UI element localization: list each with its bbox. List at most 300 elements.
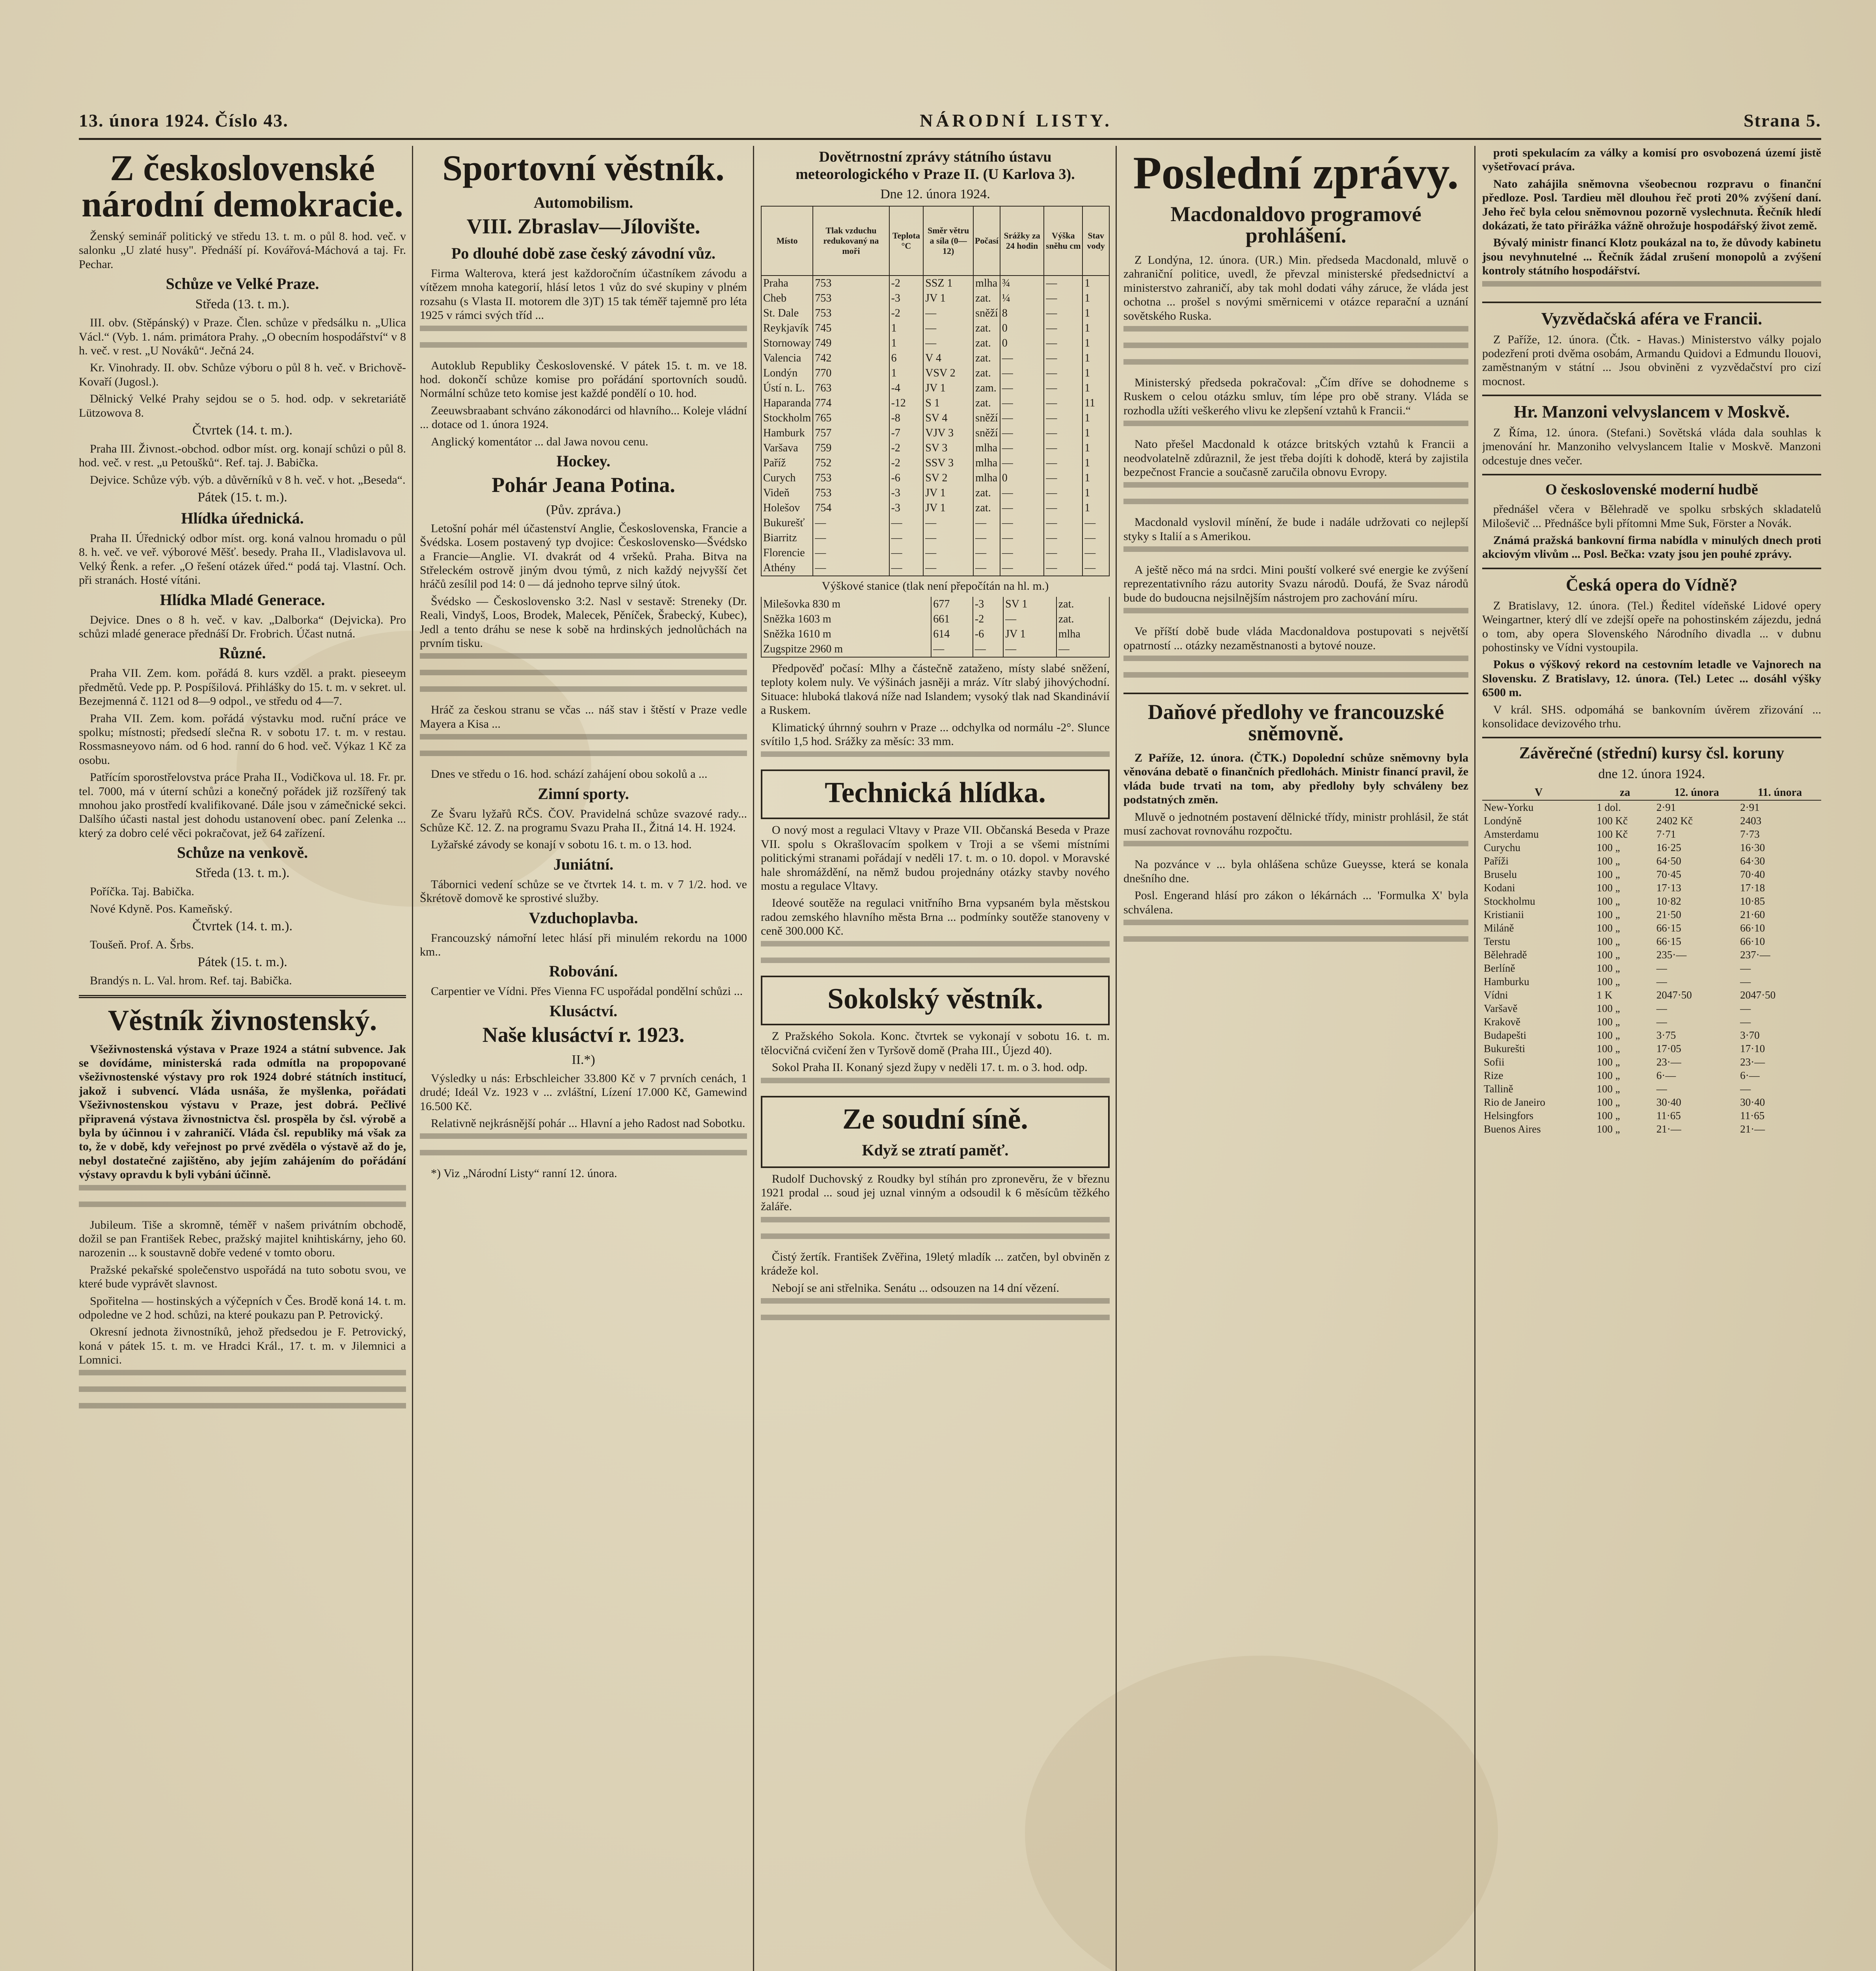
weather-cell: Reykjavík — [761, 321, 813, 336]
weather-row — [761, 516, 1109, 531]
exchange-rate-cell: 7·71 — [1656, 828, 1676, 840]
weather-cell: -3 — [889, 291, 924, 306]
exchange-rate-row — [1482, 1042, 1821, 1055]
weather-row — [761, 291, 1109, 306]
weather-cell: 1 — [1082, 471, 1109, 486]
exchange-rate-cell: 237·— — [1740, 948, 1770, 961]
weather-cell: — — [1044, 381, 1082, 396]
day-heading: Pátek (15. t. m.). — [197, 955, 287, 970]
exchange-rate-row — [1482, 868, 1821, 881]
exchange-rate-cell: Bruselu — [1484, 868, 1517, 880]
exchange-rate-cell: Vídni — [1484, 989, 1508, 1001]
weather-cell: — — [1082, 561, 1109, 576]
weather-cell: sněží — [973, 411, 1000, 426]
weather-cell: — — [923, 546, 973, 561]
weather-cell: SSZ 1 — [923, 276, 973, 291]
weather-cell: — — [973, 561, 1000, 576]
weather-cell: -2 — [889, 456, 924, 471]
weather-cell: 1 — [1082, 321, 1109, 336]
illegible-text — [1123, 841, 1468, 855]
exchange-rate-cell: 70·45 — [1656, 868, 1681, 880]
article-text: Macdonald vyslovil mínění, že bude i nadále udržovati co nejlepší styky s Italií a s Amerikou. — [1123, 516, 1468, 543]
weather-cell: SV 3 — [923, 441, 973, 456]
weather-row — [761, 351, 1109, 366]
high-station-cell: mlha — [1056, 627, 1109, 642]
weather-cell: — — [1082, 546, 1109, 561]
weather-cell: zat. — [973, 486, 1000, 501]
subheading-note: (Pův. zpráva.) — [546, 502, 621, 517]
weather-cell: 0 — [1000, 471, 1044, 486]
article-text: Nato zahájila sněmovna všeobecnou rozpravu o finanční předloze. Posl. Tardieu měl dlouhou řeč proti 20% zvýšení daní. Jeho řeč byla celou sněmovnou pozorně vyslechnuta. Řečník hledí dokázati, že tato přirážka vážně ohrožuje hospodářský život země. — [1482, 177, 1821, 232]
article-text: O nový most a regulaci Vltavy v Praze VII. Občanská Beseda v Praze VII. spolu s Okrašlovacím spolkem v Troji a se všemi místními politickými stranami pořádají v neděli 17. t. m. o 10. dopol. v Moravské hale shromáždění, na němž budou projednány otázky stavby nového mostu a regulace Vltavy. — [761, 823, 1110, 892]
section-divider — [1482, 474, 1821, 479]
exchange-rate-cell: 235·— — [1656, 948, 1687, 961]
weather-cell: -12 — [889, 396, 924, 411]
weather-header-cell: Místo — [761, 206, 813, 276]
exchange-rate-header-cell: za — [1595, 786, 1655, 800]
illegible-text — [761, 1298, 1110, 1312]
exchange-rate-cell: 100 „ — [1597, 1002, 1620, 1014]
article-text: Jubileum. Tiše a skromně, téměř v našem privátním obchodě, dožil se pan František Rebec, pražský majitel knihtiskárny, jeho 60. narozenin ... k soustavně dobře vedené v tomto oboru. — [79, 1218, 406, 1259]
weather-cell: JV 1 — [923, 486, 973, 501]
article-text: Rudolf Duchovský z Roudky byl stíhán pro zpronevěru, že v březnu 1921 prodal ... soud jej uznal vinným a odsoudil k 6 měsícům těžkého žaláře. — [761, 1172, 1110, 1213]
section-title: Z československé národní demokracie. — [81, 148, 404, 224]
weather-cell: 1 — [1082, 306, 1109, 321]
weather-cell: — — [1000, 486, 1044, 501]
weather-cell: — — [813, 561, 889, 576]
article-text: III. obv. (Stěpánský) v Praze. Člen. schůze v předsálku n. „Ulica Václ.“ (Vyb. 1. nám. primátora Prahy. „O obecním hospodářství“ v 8 h. več. v rest. „U Nováků“. Ječná 24. — [79, 316, 406, 357]
article-text: Autoklub Republiky Československé. V pátek 15. t. m. ve 18. hod. dokončí schůze komise pro pořádání sportovních soudů. Normální schůze teto komise jest každé pondělí o 10. hod. — [420, 359, 747, 400]
weather-row — [761, 486, 1109, 501]
weather-row — [761, 531, 1109, 546]
exchange-rate-row — [1482, 827, 1821, 841]
weather-cell: 765 — [813, 411, 889, 426]
article-text: Relativně nejkrásnější pohár ... Hlavní a jeho Radost nad Sobotku. — [431, 1116, 745, 1130]
day-heading: Středa (13. t. m.). — [195, 297, 290, 312]
illegible-text — [420, 1150, 747, 1164]
headline: Daňové předlohy ve francouzské sněmovně. — [1148, 700, 1444, 745]
illegible-text — [79, 1370, 406, 1384]
exchange-rate-row — [1482, 908, 1821, 921]
weather-cell: — — [1044, 396, 1082, 411]
article-text: Švédsko — Československo 3:2. Nasl v sestavě: Streneky (Dr. Reali, Vindyš, Loos, Brodek, Malecek, Pěníček, Šrabecký, Kubec), Jedl a tento dráhu se nese k sobě na hrdinských jednolůchách na prvním tisku. — [420, 594, 747, 650]
weather-cell: — — [973, 546, 1000, 561]
weather-cell: JV 1 — [923, 501, 973, 516]
high-station-cell: Milešovka 830 m — [761, 597, 931, 612]
exchange-rate-row — [1482, 1122, 1821, 1136]
exchange-rate-cell: Helsingfors — [1484, 1109, 1533, 1121]
exchange-rate-cell: 17·05 — [1656, 1042, 1681, 1054]
article-text: Ze Švaru lyžařů RČS. ČOV. Pravidelná schůze svazové rady... Schůze Kč. 12. Z. na programu Svazu Praha II., Žitná 14. H. 1924. — [420, 807, 747, 834]
exchange-rate-cell: 2·91 — [1656, 801, 1676, 813]
high-station-row — [761, 597, 1109, 612]
exchange-rate-cell: 100 „ — [1597, 948, 1620, 961]
weather-cell: 745 — [813, 321, 889, 336]
article-text: Ministerský předseda pokračoval: „Čím dříve se dohodneme s Ruskem o celou otázku smluv, tím lépe pro obě strany. Vláda se rozhodla užíti veškerého vlivu ke zlepšení vztahů k Francii.“ — [1123, 376, 1468, 417]
weather-row — [761, 366, 1109, 381]
issue-date: 13. února 1924. Číslo 43. — [79, 110, 289, 130]
subheading: Vzduchoplavba. — [529, 909, 638, 927]
exchange-rate-cell: 30·40 — [1656, 1096, 1681, 1108]
weather-cell: mlha — [973, 276, 1000, 291]
weather-cell: — — [1044, 426, 1082, 441]
exchange-rate-cell: 2403 — [1740, 814, 1762, 827]
exchange-rate-cell: 3·75 — [1656, 1029, 1676, 1041]
exchange-rate-cell: Londýně — [1484, 814, 1522, 827]
weather-cell: 753 — [813, 276, 889, 291]
article-text: Poříčka. Taj. Babička. — [90, 885, 194, 898]
weather-row — [761, 321, 1109, 336]
exchange-rate-cell: 16·25 — [1656, 841, 1681, 853]
weather-cell: 1 — [1082, 291, 1109, 306]
weather-cell: — — [813, 531, 889, 546]
illegible-text — [1123, 326, 1468, 340]
illegible-text — [420, 1133, 747, 1148]
exchange-rate-cell: 100 „ — [1597, 1096, 1620, 1108]
exchange-rate-cell: 100 „ — [1597, 1056, 1620, 1068]
exchange-rate-cell: 1 K — [1597, 989, 1613, 1001]
column-news-rates — [1482, 146, 1821, 1971]
article-text: Pokus o výškový rekord na cestovním letadle ve Vajnorech na Slovensku. Z Bratislavy, 12. února. (Tel.) Letec ... dosáhl výšky 6500 m. — [1482, 658, 1821, 699]
exchange-rate-cell: — — [1656, 1015, 1667, 1028]
exchange-rate-cell: 21·50 — [1656, 908, 1681, 920]
article-text: Z Paříže, 12. února. (ČTK.) Dopolední schůze sněmovny byla věnována debatě o finančních předlohách. Ministr financí pravil, že vláda bude trvati na tom, aby předlohy byly schváleny bez podstatných změn. — [1123, 751, 1468, 807]
exchange-rate-cell: Kodani — [1484, 881, 1515, 894]
weather-cell: — — [1044, 441, 1082, 456]
article-text: Známá pražská bankovní firma nabídla v minulých dnech proti akciovým vlivům ... Posl. Bečka: vzaty jsou jen pouhé zprávy. — [1482, 534, 1821, 561]
article-text: Na pozvánce v ... byla ohlášena schůze Gueysse, která se konala dnešního dne. — [1123, 858, 1468, 885]
exchange-rate-cell: 100 „ — [1597, 1042, 1620, 1054]
footnote: *) Viz „Národní Listy“ ranní 12. února. — [431, 1167, 617, 1180]
weather-cell: Varšava — [761, 441, 813, 456]
exchange-rate-cell: 100 „ — [1597, 922, 1620, 934]
exchange-rate-cell: — — [1656, 975, 1667, 987]
subheading: VIII. Zbraslav—Jílovište. — [466, 214, 700, 238]
weather-row — [761, 546, 1109, 561]
weather-cell: — — [813, 546, 889, 561]
exchange-rate-row — [1482, 935, 1821, 948]
illegible-text — [420, 686, 747, 700]
subheading: Robování. — [549, 962, 618, 980]
exchange-rate-cell: Kristianii — [1484, 908, 1524, 920]
weather-cell: 757 — [813, 426, 889, 441]
exchange-rate-cell: Bukurešti — [1484, 1042, 1525, 1054]
exchange-rate-cell: 100 „ — [1597, 841, 1620, 853]
column-weather-tech — [761, 146, 1110, 1971]
weather-cell: — — [1000, 411, 1044, 426]
exchange-rate-cell: 23·— — [1656, 1056, 1681, 1068]
high-station-cell: 677 — [931, 597, 973, 612]
weather-cell: 1 — [1082, 336, 1109, 351]
subheading: Naše klusáctví r. 1923. — [482, 1023, 685, 1047]
weather-cell: 753 — [813, 291, 889, 306]
exchange-rate-cell: Terstu — [1484, 935, 1511, 947]
article-text: Carpentier ve Vídni. Přes Vienna FC uspořádal pondělní schůzi ... — [431, 985, 743, 998]
weather-cell: — — [1082, 531, 1109, 546]
high-station-row — [761, 612, 1109, 627]
illegible-text — [1482, 281, 1821, 295]
illegible-text — [1123, 359, 1468, 373]
illegible-text — [761, 1233, 1110, 1248]
high-station-row — [761, 642, 1109, 657]
rates-title: Závěrečné (střední) kursy čsl. koruny — [1519, 744, 1785, 763]
page-number: Strana 5. — [1744, 110, 1821, 130]
exchange-rate-cell: 11·65 — [1740, 1109, 1765, 1121]
weather-cell: Ústí n. L. — [761, 381, 813, 396]
exchange-rate-row — [1482, 814, 1821, 827]
section-divider — [1482, 737, 1821, 741]
exchange-rate-row — [1482, 800, 1821, 814]
high-station-row — [761, 627, 1109, 642]
section-divider — [1482, 302, 1821, 306]
exchange-rate-cell: 3·70 — [1740, 1029, 1760, 1041]
weather-cell: 1 — [1082, 411, 1109, 426]
section-divider — [1482, 568, 1821, 572]
weather-row — [761, 456, 1109, 471]
illegible-text — [1123, 499, 1468, 513]
exchange-rate-cell: 66·10 — [1740, 935, 1765, 947]
subheading: Klusáctví. — [549, 1002, 618, 1020]
exchange-rate-cell: 6·— — [1740, 1069, 1760, 1081]
weather-cell: Paříž — [761, 456, 813, 471]
subheading-note: II.*) — [572, 1052, 595, 1067]
weather-cell: 1 — [889, 336, 924, 351]
weather-cell: -8 — [889, 411, 924, 426]
weather-cell: SV 2 — [923, 471, 973, 486]
illegible-text — [420, 342, 747, 356]
day-heading: Středa (13. t. m.). — [195, 866, 290, 881]
exchange-rate-row — [1482, 975, 1821, 988]
column-latest-news — [1123, 146, 1468, 1971]
article-text: Anglický komentátor ... dal Jawa novou cenu. — [431, 435, 648, 448]
weather-cell: 752 — [813, 456, 889, 471]
high-station-cell: -3 — [973, 597, 1003, 612]
sokol-section — [761, 976, 1110, 1025]
illegible-text — [79, 1386, 406, 1401]
weather-cell: Hamburk — [761, 426, 813, 441]
weather-cell: 754 — [813, 501, 889, 516]
article-text: Firma Walterova, která jest každoročním účastníkem závodu a vítězem mnoha kategorií, hlásí letos 1 vůz do své skupiny v plném rozsahu (s Vlasta II. motorem dle 3)T) 15 tak téměř tajemně pro léta 1925 v rámci svých tříd ... — [420, 267, 747, 322]
weather-cell: 1 — [1082, 501, 1109, 516]
exchange-rate-cell: Curychu — [1484, 841, 1520, 853]
weather-cell: — — [923, 306, 973, 321]
high-station-cell: zat. — [1056, 597, 1109, 612]
weather-cell: -2 — [889, 306, 924, 321]
subheading: Schůze na venkově. — [177, 844, 308, 862]
article-text: Z Říma, 12. února. (Stefani.) Sovětská vláda dala souhlas k jmenování hr. Manzoniho velvyslancem Italie v Moskvě. Manzoni odcestuje dnes večer. — [1482, 426, 1821, 467]
exchange-rate-cell: 100 „ — [1597, 962, 1620, 974]
weather-cell: Florencie — [761, 546, 813, 561]
headline: O československé moderní hudbě — [1545, 481, 1758, 498]
weather-cell: — — [813, 516, 889, 531]
article-text: Posl. Engerand hlásí pro zákon o lékárnách ... 'Formulka X' byla schválena. — [1123, 889, 1468, 916]
weather-cell: 1 — [1082, 276, 1109, 291]
weather-row — [761, 471, 1109, 486]
weather-header-cell: Srážky za 24 hodin — [1000, 206, 1044, 276]
exchange-rate-cell: — — [1656, 962, 1667, 974]
weather-cell: 759 — [813, 441, 889, 456]
illegible-text — [79, 1185, 406, 1199]
weather-cell: — — [1000, 351, 1044, 366]
exchange-rate-cell: 66·15 — [1656, 922, 1681, 934]
exchange-rate-cell: Stockholmu — [1484, 895, 1535, 907]
weather-cell: — — [1000, 366, 1044, 381]
weather-cell: Videň — [761, 486, 813, 501]
weather-cell: 774 — [813, 396, 889, 411]
weather-cell: — — [889, 561, 924, 576]
exchange-rate-cell: 10·85 — [1740, 895, 1765, 907]
exchange-rate-cell: 17·13 — [1656, 881, 1681, 894]
high-stations-title: Výškové stanice (tlak není přepočítán na hl. m.) — [822, 579, 1049, 592]
exchange-rate-cell: Sofii — [1484, 1056, 1505, 1068]
article-text: Z Bratislavy, 12. února. (Tel.) Ředitel vídeňské Lidové opery Weingartner, který dlí ve zdejší opeře na pohostinském zájezdu, jedná o tom, aby opera Slovenského Národního divadla ... v dubnu pohostinsky ve Vídni vystoupila. — [1482, 599, 1821, 654]
weather-cell: zat. — [973, 396, 1000, 411]
article-text: Nato přešel Macdonald k otázce britských vztahů k Francii a neodvolatelně zdůraznil, že jest třeba dojíti k dohodě, která by zajistila bezpečnost Francie a současně zaručila obnovu Evropy. — [1123, 438, 1468, 479]
section-title: Technická hlídka. — [825, 777, 1046, 809]
weather-row — [761, 276, 1109, 291]
article-text: Kr. Vinohrady. II. obv. Schůze výboru o půl 8 h. več. v Brichově-Kovaří (Jugosl.). — [79, 361, 406, 388]
exchange-rate-cell: 100 „ — [1597, 908, 1620, 920]
weather-cell: 1 — [1082, 441, 1109, 456]
illegible-text — [1123, 343, 1468, 357]
exchange-rate-cell: 16·30 — [1740, 841, 1765, 853]
exchange-rate-cell: 100 „ — [1597, 855, 1620, 867]
weather-cell: 8 — [1000, 306, 1044, 321]
weather-cell: Valencia — [761, 351, 813, 366]
weather-row — [761, 411, 1109, 426]
article-text: proti spekulacím za války a komisí pro osvobozená území jistě vyšetřovací práva. — [1482, 146, 1821, 173]
weather-row — [761, 501, 1109, 516]
exchange-rate-row — [1482, 988, 1821, 1002]
weather-row — [761, 336, 1109, 351]
illegible-text — [1123, 546, 1468, 561]
exchange-rate-cell: 17·10 — [1740, 1042, 1765, 1054]
weather-cell: 1 — [889, 366, 924, 381]
exchange-rate-cell: Varšavě — [1484, 1002, 1518, 1014]
column-rule — [412, 146, 413, 1971]
weather-header-cell: Počasí — [973, 206, 1000, 276]
exchange-rate-cell: — — [1740, 975, 1751, 987]
weather-cell: zam. — [973, 381, 1000, 396]
weather-cell: Holešov — [761, 501, 813, 516]
weather-cell: ¾ — [1000, 276, 1044, 291]
article-text: Tábornici vedení schůze se ve čtvrtek 14. t. m. v 7 1/2. hod. ve Škrétově domově ke sprostivé služby. — [420, 877, 747, 905]
article-text: A ještě něco má na srdci. Mini pouští volkeré své energie ke zvýšení reprezentativního rázu autority Svazu národů. Doufá, že Svaz národů bude do budoucna nejsilnějším nástrojem pro zachování míru. — [1123, 563, 1468, 604]
high-stations-body — [761, 597, 1109, 657]
illegible-text — [1123, 482, 1468, 496]
high-station-cell: — — [973, 642, 1003, 657]
illegible-text — [761, 1217, 1110, 1231]
subheading: Různé. — [219, 644, 266, 662]
article-text: přednášel včera v Bělehradě ve spolku srbských skladatelů Miloševič ... Přednášce byli přítomni Mme Suk, Förster a Novák. — [1482, 503, 1821, 530]
exchange-rate-cell: 2047·50 — [1740, 989, 1776, 1001]
weather-cell: — — [889, 516, 924, 531]
section-title: Sokolský věstník. — [827, 983, 1043, 1015]
column-rule — [1474, 146, 1475, 1971]
weather-cell: — — [889, 531, 924, 546]
exchange-rate-cell: Bělehradě — [1484, 948, 1527, 961]
illegible-text — [1123, 656, 1468, 670]
weather-cell: 6 — [889, 351, 924, 366]
section-title: Ze soudní síně. — [842, 1103, 1028, 1135]
weather-cell: Biarritz — [761, 531, 813, 546]
subheading: Schůze ve Velké Praze. — [166, 275, 319, 293]
weather-row — [761, 426, 1109, 441]
exchange-rate-cell: — — [1656, 1002, 1667, 1014]
exchange-rate-cell: 11·65 — [1656, 1109, 1681, 1121]
weather-cell: zat. — [973, 351, 1000, 366]
exchange-rate-row — [1482, 961, 1821, 975]
weather-header-cell: Teplota °C — [889, 206, 924, 276]
article-text: Všeživnostenská výstava v Praze 1924 a státní subvence. Jak se dovídáme, ministerská rada odmítla na propopované všeživnostenské výstavy pro rok 1924 dobré státních institucí, jakož i subvencí. Vláda usnáša, že myšlenka, pořádati Všeživnostenskou výstavu v Praze, jest dobrá. Pečlivé připravená výstava živnostnictva čsl. prospěla by čsl. výrobě a byla by účinnou i v zahraničí. Vláda čsl. republiky má však za to, že v době, kdy veřejnost po prvé zvěděla o výstavě až do je, nebyl dostatečné zajištěno, aby jejím zahájením do pořádání výstavy opravdu k byli vybáni účinně. — [79, 1042, 406, 1181]
article-text: Dejvice. Dnes o 8 h. več. v kav. „Dalborka“ (Dejvicka). Pro schůzi mladé generace přednáší Dr. Frobrich. Účast nutná. — [79, 613, 406, 641]
weather-cell: mlha — [973, 471, 1000, 486]
illegible-text — [1123, 421, 1468, 435]
headline: Macdonaldovo programové prohlášení. — [1170, 202, 1421, 247]
weather-cell: 763 — [813, 381, 889, 396]
weather-table-header — [761, 206, 1109, 276]
weather-row — [761, 381, 1109, 396]
high-station-cell: -2 — [973, 612, 1003, 627]
exchange-rate-cell: 100 „ — [1597, 1015, 1620, 1028]
weather-cell: 1 — [889, 321, 924, 336]
weather-cell: -2 — [889, 441, 924, 456]
weather-cell: 770 — [813, 366, 889, 381]
tech-section — [761, 769, 1110, 819]
weather-cell: S 1 — [923, 396, 973, 411]
day-heading: Pátek (15. t. m.). — [197, 490, 287, 505]
article-text: Lyžařské závody se konají v sobotu 16. t. m. o 13. hod. — [431, 838, 692, 851]
article-text: Bývalý ministr financí Klotz poukázal na to, že důvody kabinetu jsou nevyhnutelné ... Řečník žádal zrušení monopolů a zvýšení kontroly státního hospodářství. — [1482, 236, 1821, 278]
weather-cell: zat. — [973, 366, 1000, 381]
weather-cell: 1 — [1082, 366, 1109, 381]
weather-cell: sněží — [973, 426, 1000, 441]
weather-cell: — — [1000, 396, 1044, 411]
article-text: Zeeuwsbraabant schváno zákonodárci od hlavního... Koleje vládní ... dotace od 1. února 1924. — [420, 404, 747, 431]
weather-cell: — — [1000, 501, 1044, 516]
weather-cell: — — [1044, 561, 1082, 576]
article-text: Z Pražského Sokola. Konc. čtvrtek se vykonají v sobotu 16. t. m. tělocvičná cvičení žen v Tyršově domě (Praha III., Újezd 40). — [761, 1030, 1110, 1057]
exchange-rate-header-cell: 12. února — [1655, 786, 1738, 800]
exchange-rate-cell: 64·50 — [1656, 855, 1681, 867]
weather-cell: 742 — [813, 351, 889, 366]
weather-cell: SV 4 — [923, 411, 973, 426]
illegible-text — [79, 1202, 406, 1216]
weather-cell: 1 — [1082, 456, 1109, 471]
court-section — [761, 1096, 1110, 1168]
illegible-text — [420, 670, 747, 684]
column-rule — [1116, 146, 1117, 1971]
exchange-rate-cell: 17·18 — [1740, 881, 1765, 894]
illegible-text — [420, 326, 747, 340]
weather-cell: zat. — [973, 291, 1000, 306]
article-text: Ženský seminář politický ve středu 13. t. m. o půl 8. hod. več. v salonku „U zlaté husy". Přednáší pí. Kovářová-Máchová a taj. Fr. Pechar. — [79, 230, 406, 271]
article-text: Letošní pohár mél účastenství Anglie, Československa, Francie a Švédska. Losem postavený typ dvojice: Československo—Švédsko a Francie—Anglie. VI. dvakrát od 4 vršeků. Praha. Bitva na Střeleckém ostrově jiným dvou týmů, z nich každý nejvyšší čet hráčů zesílil pod 14: 0 — dá jednoho teprve silný útok. — [420, 522, 747, 591]
article-text: Nebojí se ani střelnika. Senátu ... odsouzen na 14 dní vězení. — [772, 1281, 1059, 1295]
exchange-rate-row — [1482, 1055, 1821, 1069]
weather-cell: Praha — [761, 276, 813, 291]
weather-header-cell: Stav vody — [1082, 206, 1109, 276]
headline: Česká opera do Vídně? — [1566, 575, 1738, 594]
article-text: Čistý žertík. František Zvěřina, 19letý mladík ... zatčen, byl obviněn z krádeže kol. — [761, 1250, 1110, 1278]
exchange-rate-cell: 100 Kč — [1597, 814, 1628, 827]
weather-row — [761, 441, 1109, 456]
weather-cell: — — [1044, 516, 1082, 531]
exchange-rate-cell: Amsterdamu — [1484, 828, 1539, 840]
subheading: Hlídka Mladé Generace. — [160, 591, 325, 609]
high-station-cell: 661 — [931, 612, 973, 627]
weather-cell: — — [1000, 531, 1044, 546]
